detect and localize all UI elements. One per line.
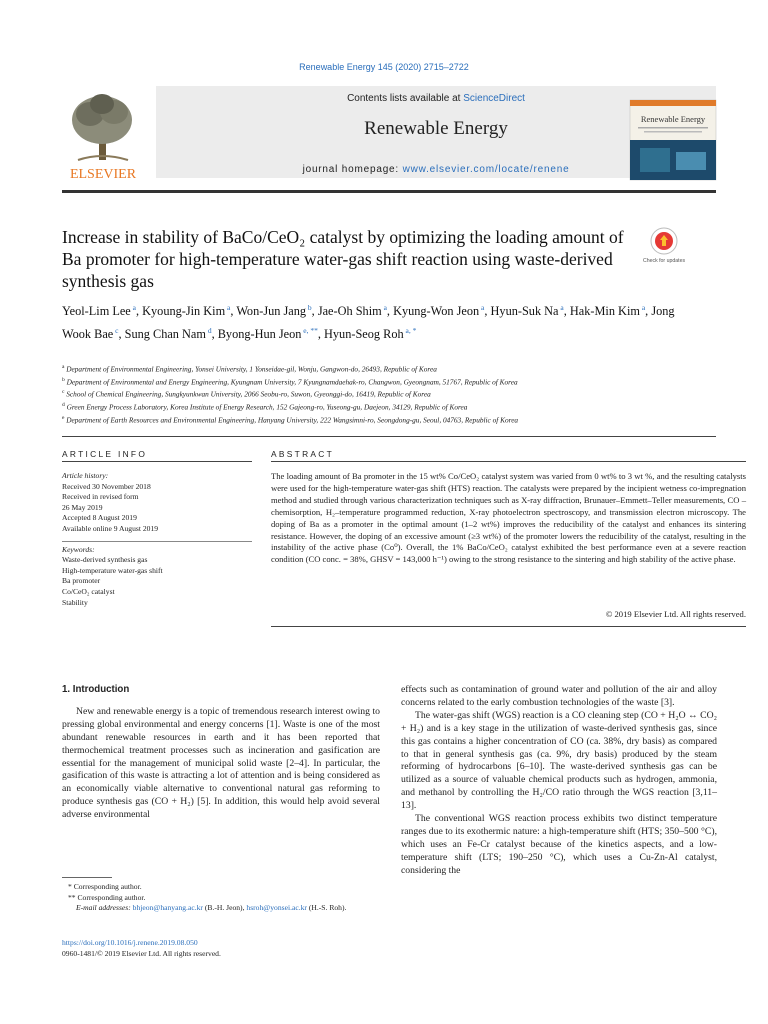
email-label: E-mail addresses: [76,903,131,913]
affiliation-mark: c [62,389,65,396]
author[interactable] [236,304,311,318]
publisher-logo-text: ELSEVIER [69,167,137,182]
article-title: Increase in stability of BaCo/CeO₂ catalyst by optimizing the loading amount of Ba promoter for high-temperature water-gas shift reaction using waste-derived synthesis gas [62,227,624,291]
footnote-corresponding-1: * Corresponding author. [68,882,142,891]
email-owner-1: (B.-H. Jeon), [204,903,245,913]
history-entry: Available online 9 August 2019 [62,523,159,533]
author-affiliation-mark[interactable]: c [113,326,119,336]
masthead-divider [62,190,716,193]
affiliation-text: Department of Environmental and Energy Engineering, Kyungnam University, 7 Kyungnamdaehak-ro, Changwon, Gyeongnam, 51767, Republic of Korea [64,377,518,387]
affiliation-mark: a [62,364,65,370]
author-affiliation-mark[interactable]: d [205,326,212,336]
footnote-rule [62,877,112,878]
intro-paragraph-3: The conventional WGS reaction process exhibits two distinct temperature ranges due to its exothermic nature: a high-temperature shift (HTS; 350–500 °C), which uses an Fe-Cr catalyst because of the kinetics aspects, and a low-temperature shift (LTS; 190–250 °C), which uses a Cu-Zn-Al catalyst, considering the [401,813,717,876]
affiliation-text: Department of Earth Resources and Environmental Engineering, Hanyang University, 222 Wangsimni-ro, Seongdong-gu, Seoul, 04763, Republic of Korea [64,415,519,425]
keyword: Waste-derived synthesis gas [62,555,148,565]
email-owner-2: (H.-S. Roh). [308,903,347,913]
cover-title: Renewable Energy [640,114,706,124]
author-affiliation-mark[interactable]: a [381,303,387,312]
author-affiliation-mark[interactable]: a [479,303,485,312]
history-entry: Accepted 8 August 2019 [62,513,137,523]
elsevier-logo[interactable] [62,86,144,182]
author-name: Kyung-Won Jeon [393,304,480,319]
history-entry: 26 May 2019 [62,502,103,512]
sciencedirect-link[interactable]: ScienceDirect [463,93,525,104]
keywords-label: Keywords: [62,544,95,554]
author[interactable] [125,327,212,341]
doi-block [62,938,380,960]
author-name: Jong Wook Bae [62,304,675,342]
keyword: Co/CeO₂ catalyst [62,586,115,596]
author-affiliation-mark[interactable]: a [130,303,136,312]
history-entry: Received 30 November 2018 [62,481,151,491]
abstract-heading: ABSTRACT [271,449,335,459]
affiliation-text: School of Chemical Engineering, Sungkyunkwan University, 2066 Seobu-ro, Suwon, Gyeonggi-do, 16419, Republic of Korea [64,389,431,399]
footnotes [62,882,380,914]
affiliation [62,400,722,413]
masthead [62,86,716,182]
author-affiliation-mark[interactable]: b [306,303,312,312]
author-affiliation-mark[interactable]: a [558,303,564,312]
author-name: Yeol-Lim Lee [62,304,131,319]
affiliation-text: Department of Environmental Engineering, Yonsei University, 1 Yonseidae-gil, Wonju, Gangwon-do, 26493, Republic of Korea [64,364,437,374]
affiliation [62,362,722,375]
section-divider [62,436,716,437]
journal-citation[interactable]: Renewable Energy 145 (2020) 2715–2722 [299,62,469,72]
abstract-copyright: © 2019 Elsevier Ltd. All rights reserved. [605,609,746,619]
article-info-heading: ARTICLE INFO [62,449,148,459]
affiliation-text: Green Energy Process Laboratory, Korea Institute of Energy Research, 152 Gajeong-ro, Yuseong-gu, Daejeon, 34129, Republic of Korea [64,402,468,412]
footnote-emails [62,903,380,914]
author-affiliation-mark[interactable]: a, * [403,326,417,336]
author[interactable] [393,304,484,318]
author-affiliation-mark[interactable]: a [639,303,646,312]
affiliation [62,387,722,400]
author[interactable] [218,327,318,341]
issn-line: 0960-1481/© 2019 Elsevier Ltd. All rights reserved. [62,948,221,958]
journal-cover-image [630,100,716,180]
check-updates-icon [642,226,686,272]
keyword: Ba promoter [62,576,101,586]
author[interactable] [324,327,416,341]
author[interactable] [142,304,230,318]
abstract-bottom-rule [271,626,746,627]
intro-heading: 1. Introduction [62,684,130,695]
affiliation-mark: b [62,376,65,383]
author-name: Byong-Hun Jeon [217,327,302,342]
journal-name: Renewable Energy [364,118,508,139]
author-name: Hyun-Seog Roh [324,327,404,342]
author-name: Jae-Oh Shim [317,304,382,319]
history-entry: Received in revised form [62,492,139,502]
homepage-link[interactable]: www.elsevier.com/locate/renene [402,164,570,175]
homepage-prefix: journal homepage: [302,164,403,175]
author[interactable] [570,304,645,318]
email-link-2[interactable]: hsroh@yonsei.ac.kr [246,903,307,913]
check-for-updates-button[interactable] [642,226,686,272]
keyword: Stability [62,597,88,607]
abstract-rule [271,461,746,462]
author-name: Hak-Min Kim [569,304,640,319]
contents-prefix: Contents lists available at [347,93,464,104]
affiliation-list [62,362,722,426]
author-affiliation-mark[interactable]: e, ** [301,326,318,336]
author-name: Hyun-Suk Na [490,304,559,319]
email-link-1[interactable]: bhjeon@hanyang.ac.kr [132,903,203,913]
intro-right-column [401,684,717,878]
author-name: Sung Chan Nam [124,327,206,342]
article-info [62,462,252,608]
intro-left-column [62,684,380,822]
journal-cover[interactable] [630,100,716,180]
author-affiliation-mark[interactable]: a [225,303,231,312]
affiliation [62,375,722,388]
abstract-text: The loading amount of Ba promoter in the 15 wt% Co/CeO₂ catalyst system was varied from 0 wt% to 3 wt %, and the resulting catalysts were used for the high-temperature water-gas shift (HTS) reaction. The catalysts were prepared by the incipient wetness co-impregnation method and studied through various characterization techniques such as X-ray diffraction, Brunauer–Emmett–Teller measurements, CO –chemisorption, H₂–temperature programmed reduction, X-ray photoelectron spectroscopy, and transmission electron microscopy. The doping of Ba as a promoter in the optimal amount (1–2 wt%) improves the reducibility of the catalyst and enhances its sintering resistance. However, the doping of an excessive amount (≥3 wt%) of the promoter lowers the reducibility of the catalyst, resulting in the instability of the active phase (Co⁰). Overall, the 1% BaCo/CeO₂ catalyst exhibited the best performance even at a severe reaction condition (CO conc. = 38%, GHSV = 143,000 h⁻¹) owing to the strong resistance to the sintering and high stability of the active phase. [271,471,746,565]
check-updates-label: Check for updates [642,258,686,264]
author-name: Kyoung-Jin Kim [142,304,226,319]
keyword: High-temperature water-gas shift [62,565,163,575]
author-list: Yeol-Lim Lee $^a$, Kyoung-Jin Kim $^a$, Won-Jun Jang $^b$, Jae-Oh Shim $^a$, Kyung-Won Jeon $^a$, Hyun-Suk Na $^a$, Hak-Min Kim $^a$, Jong Wook Bae $^c$, Sung Chan Nam $^d$, Byong-Hun Jeon $^{e, **}$, Hyun-Seog Roh $^{a, *}$ [62,303,675,342]
intro-paragraph-1-cont: effects such as contamination of ground water and pollution of the air and alloy concerns related to the early combustion technologies of the waste [3]. [401,684,717,708]
keywords-divider [62,541,252,542]
author-name: Won-Jun Jang [236,304,307,319]
history-label: Article history: [62,471,109,480]
affiliation-mark: d [62,402,65,409]
article-history [62,482,252,535]
author[interactable] [318,304,387,318]
author[interactable] [491,304,564,318]
author[interactable] [62,304,136,318]
keyword-list [62,555,252,608]
elsevier-tree-icon [62,86,144,182]
footnote-corresponding-2: ** Corresponding author. [68,892,146,902]
affiliation-mark: e [62,414,65,421]
intro-paragraph-2: The water-gas shift (WGS) reaction is a CO cleaning step (CO + H₂O ↔ CO₂ + H₂) and is a key stage in the utilization of waste-derived synthesis gas, since this gas contains a higher concentration of CO (ca. 38%, dry basis) as compared to that in general synthesis gas (ca. 9%, dry basis) produced by the steam reforming of hydrocarbons [6–10]. The waste-derived synthesis gas can be utilized as a source of valuable chemical products such as hydrogen, ammonia, and methanol by controlling the H₂/CO ratio through the WGS reaction [3,11–13]. [401,709,717,812]
intro-paragraph-1: New and renewable energy is a topic of tremendous research interest owing to pressing global environmental and energy concerns [1]. Waste is one of the most abundant renewable resources in earth and it has been reported that thermochemical treatment processes such as incineration and gasification are essential for the management of municipal solid waste [2–4]. In particular, the gasification of this waste is attracting a lot of attention and is being considered as an economically viable alternative to conventional natural gas reforming to produce synthesis gas (CO + H₂) [5]. In addition, this would help avoid several adverse environmental [62,705,380,821]
affiliation [62,413,722,426]
doi-link[interactable]: https://doi.org/10.1016/j.renene.2019.08.050 [62,938,198,947]
